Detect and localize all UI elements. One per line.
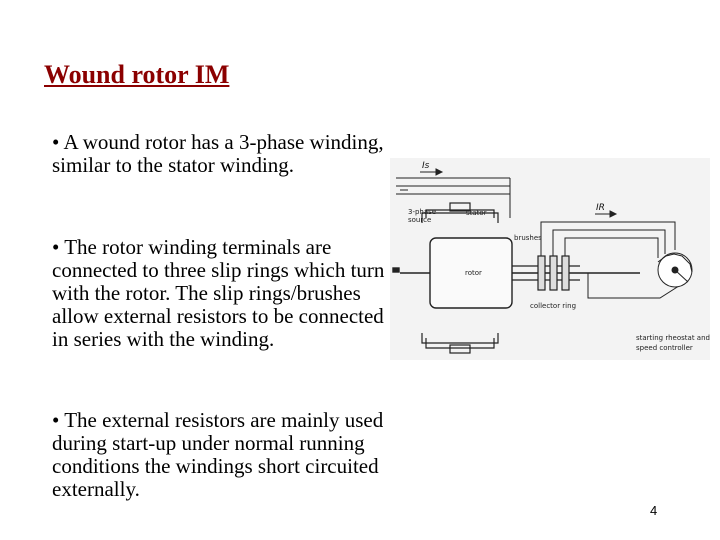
collector-ring-label: collector ring: [530, 302, 577, 310]
rotor-label: rotor: [465, 269, 482, 277]
source-label-line2: source: [408, 216, 432, 224]
rheostat: [658, 253, 692, 287]
source-label-line1: 3-phase: [408, 208, 437, 216]
bullet-external-resistors: • The external resistors are mainly used during start-up under normal running conditions the windings short circuited externally.: [52, 408, 384, 501]
bullet-slip-rings: • The rotor winding terminals are connected to three slip rings which turn with the rotor. The slip rings/brushes allow external resistors to be connected in series with the winding.: [52, 235, 385, 351]
stator-current-label: Is: [422, 161, 430, 171]
controller-label-line1: starting rheostat and: [636, 334, 710, 342]
stator-bottom: [422, 333, 498, 353]
wound-rotor-diagram: [390, 158, 710, 360]
bullet-wound-rotor-winding: • A wound rotor has a 3-phase winding, similar to the stator winding.: [52, 130, 384, 177]
collector-rings: [538, 256, 569, 290]
stator-label: stator: [466, 209, 487, 217]
controller-label-line2: speed controller: [636, 344, 693, 352]
rotor-current-label: IR: [596, 203, 605, 213]
page-number: 4: [650, 503, 658, 518]
brushes-label: brushes: [514, 234, 542, 242]
slide-title: Wound rotor IM: [44, 60, 230, 89]
